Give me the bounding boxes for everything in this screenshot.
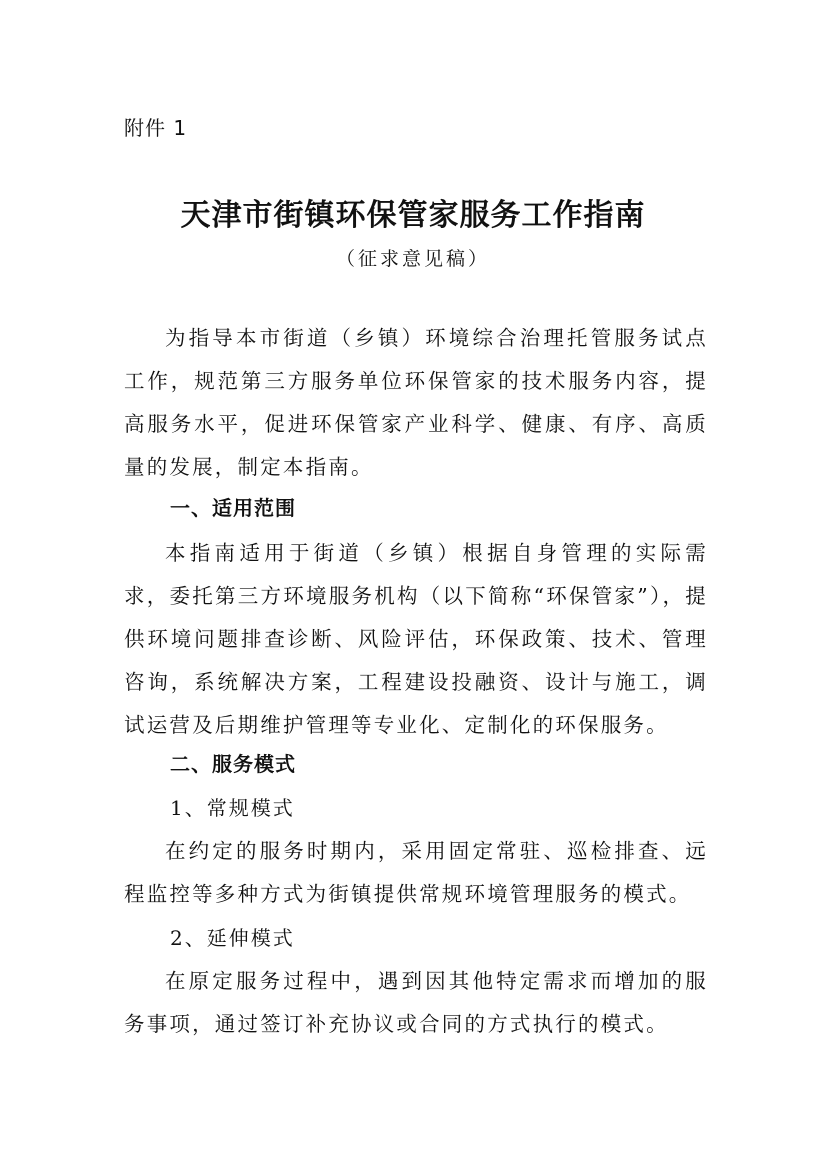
scope-paragraph: 本指南适用于街道（乡镇）根据自身管理的实际需求，委托第三方环境服务机构（以下简称“环保管家”），提供环境问题排查诊断、风险评估，环保政策、技术、管理咨询，系统解决方案，工程建设投融资、设计与施工，调试运营及后期维护管理等专业化、定制化的环保服务。 bbox=[124, 541, 708, 737]
subsection-heading-extended: 2、延伸模式 bbox=[170, 926, 295, 950]
extended-mode-paragraph: 在原定服务过程中，遇到因其他特定需求而增加的服务事项，通过签订补充协议或合同的方式执行的模式。 bbox=[124, 969, 708, 1036]
scope-block bbox=[124, 532, 708, 747]
regular-mode-block bbox=[124, 830, 708, 916]
intro-paragraph: 为指导本市街道（乡镇）环境综合治理托管服务试点工作，规范第三方服务单位环保管家的技术服务内容，提高服务水平，促进环保管家产业科学、健康、有序、高质量的发展，制定本指南。 bbox=[124, 326, 708, 479]
regular-mode-paragraph: 在约定的服务时期内，采用固定常驻、巡检排查、远程监控等多种方式为街镇提供常规环境管理服务的模式。 bbox=[124, 839, 708, 906]
attachment-label: 附件 1 bbox=[124, 116, 188, 140]
document-title: 天津市街镇环保管家服务工作指南 bbox=[180, 198, 646, 233]
subsection-heading-regular: 1、常规模式 bbox=[170, 796, 295, 820]
intro-block bbox=[124, 317, 708, 489]
section-heading-service-mode: 二、服务模式 bbox=[170, 752, 296, 776]
section-heading-scope: 一、适用范围 bbox=[170, 496, 296, 520]
document-subtitle: （征求意见稿） bbox=[335, 248, 490, 270]
extended-mode-block bbox=[124, 960, 708, 1046]
